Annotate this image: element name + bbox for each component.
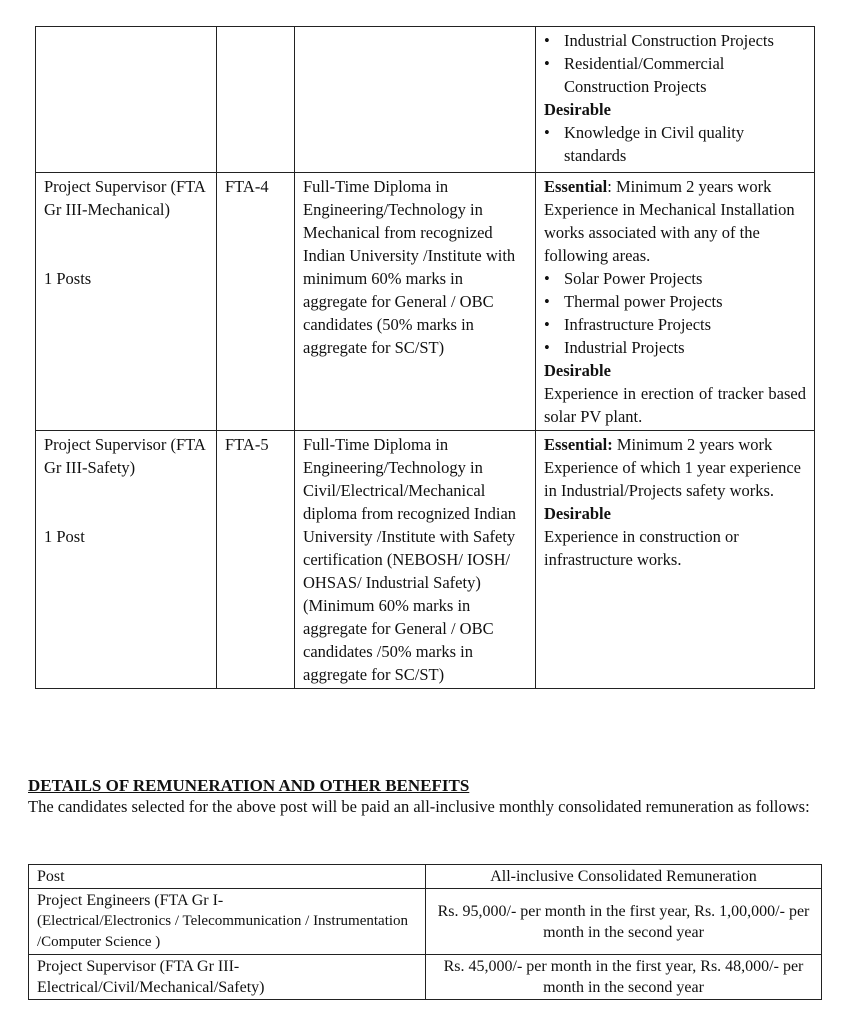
desirable-label: Desirable bbox=[544, 361, 611, 380]
post-count: 1 Post bbox=[44, 527, 85, 546]
desirable-label: Desirable bbox=[544, 100, 611, 119]
bullet-icon: • bbox=[544, 338, 550, 357]
experience-cell bbox=[536, 173, 815, 431]
bullet-icon: • bbox=[544, 315, 550, 334]
post-cell: Project Engineers (FTA Gr I- (Electrical/Electronics / Telecommunication / Instrumentation /Computer Science ) bbox=[29, 889, 426, 955]
qualification-cell bbox=[295, 27, 536, 173]
bullet-item: • Knowledge in Civil quality standards bbox=[544, 123, 745, 165]
code-cell bbox=[217, 27, 295, 173]
bullet-icon: • bbox=[544, 54, 550, 73]
desirable-text: Experience in erection of tracker based solar PV plant. bbox=[544, 384, 806, 426]
qualification-cell: Full-Time Diploma in Engineering/Technology in Civil/Electrical/Mechanical diploma from recognized Indian University /Institute with Safety certification (NEBOSH/ IOSH/ OHSAS/ Industrial Safety) (Minimum 60% marks in aggregate for General / OBC candidates /50% marks in aggregate for SC/ST) bbox=[295, 431, 536, 689]
section-intro: The candidates selected for the above post will be paid an all-inclusive monthly consolidated remuneration as follows: bbox=[28, 797, 810, 816]
remuneration-section bbox=[28, 775, 828, 818]
post-cell bbox=[36, 173, 217, 431]
bullet-icon: • bbox=[544, 292, 550, 311]
remuneration-table bbox=[28, 864, 822, 1000]
table-row bbox=[29, 955, 822, 1000]
table-row bbox=[29, 889, 822, 955]
essential-label: Essential bbox=[544, 177, 608, 196]
qualification-cell: Full-Time Diploma in Engineering/Technology in Mechanical from recognized Indian University /Institute with minimum 60% marks in aggregate for General / OBC candidates (50% marks in aggregate for SC/ST) bbox=[295, 173, 536, 431]
bullet-icon: • bbox=[544, 31, 550, 50]
experience-cell bbox=[536, 27, 815, 173]
qualification-table bbox=[35, 26, 815, 689]
table-row bbox=[36, 431, 815, 689]
desirable-label: Desirable bbox=[544, 504, 611, 523]
code-cell: FTA-5 bbox=[217, 431, 295, 689]
table-header-row bbox=[29, 865, 822, 889]
pay-cell: Rs. 45,000/- per month in the first year, Rs. 48,000/- per month in the second year bbox=[426, 955, 822, 1000]
post-count: 1 Posts bbox=[44, 269, 92, 288]
essential-text: : Minimum 2 years work Experience in Mechanical Installation works associated with any of the following areas. bbox=[544, 177, 795, 265]
bullet-item: • Solar Power Projects bbox=[544, 269, 703, 288]
bullet-item: • Infrastructure Projects bbox=[544, 315, 712, 334]
essential-text: Minimum 2 years work Experience of which 1 year experience in Industrial/Projects safety works. bbox=[544, 435, 801, 500]
section-heading: DETAILS OF REMUNERATION AND OTHER BENEFITS bbox=[28, 776, 470, 795]
bullet-item: • Thermal power Projects bbox=[544, 292, 723, 311]
post-cell: Project Supervisor (FTA Gr III- Electrical/Civil/Mechanical/Safety) bbox=[29, 955, 426, 1000]
pay-cell: Rs. 95,000/- per month in the first year, Rs. 1,00,000/- per month in the second year bbox=[426, 889, 822, 955]
bullet-item: • Industrial Projects bbox=[544, 338, 685, 357]
bullet-item: • Industrial Construction Projects bbox=[544, 31, 774, 50]
header-remuneration: All-inclusive Consolidated Remuneration bbox=[426, 865, 822, 889]
post-title: Project Supervisor (FTA Gr III-Safety) bbox=[44, 435, 205, 477]
table-row bbox=[36, 173, 815, 431]
bullet-icon: • bbox=[544, 269, 550, 288]
bullet-icon: • bbox=[544, 123, 550, 142]
desirable-text: Experience in construction or infrastructure works. bbox=[544, 527, 739, 569]
essential-label: Essential: bbox=[544, 435, 613, 454]
bullet-item: • Residential/Commercial Construction Projects bbox=[544, 54, 725, 96]
code-cell: FTA-4 bbox=[217, 173, 295, 431]
table-row-continued bbox=[36, 27, 815, 173]
header-post: Post bbox=[29, 865, 426, 889]
post-title: Project Supervisor (FTA Gr III-Mechanical) bbox=[44, 177, 205, 219]
experience-cell bbox=[536, 431, 815, 689]
post-cell bbox=[36, 27, 217, 173]
post-cell bbox=[36, 431, 217, 689]
